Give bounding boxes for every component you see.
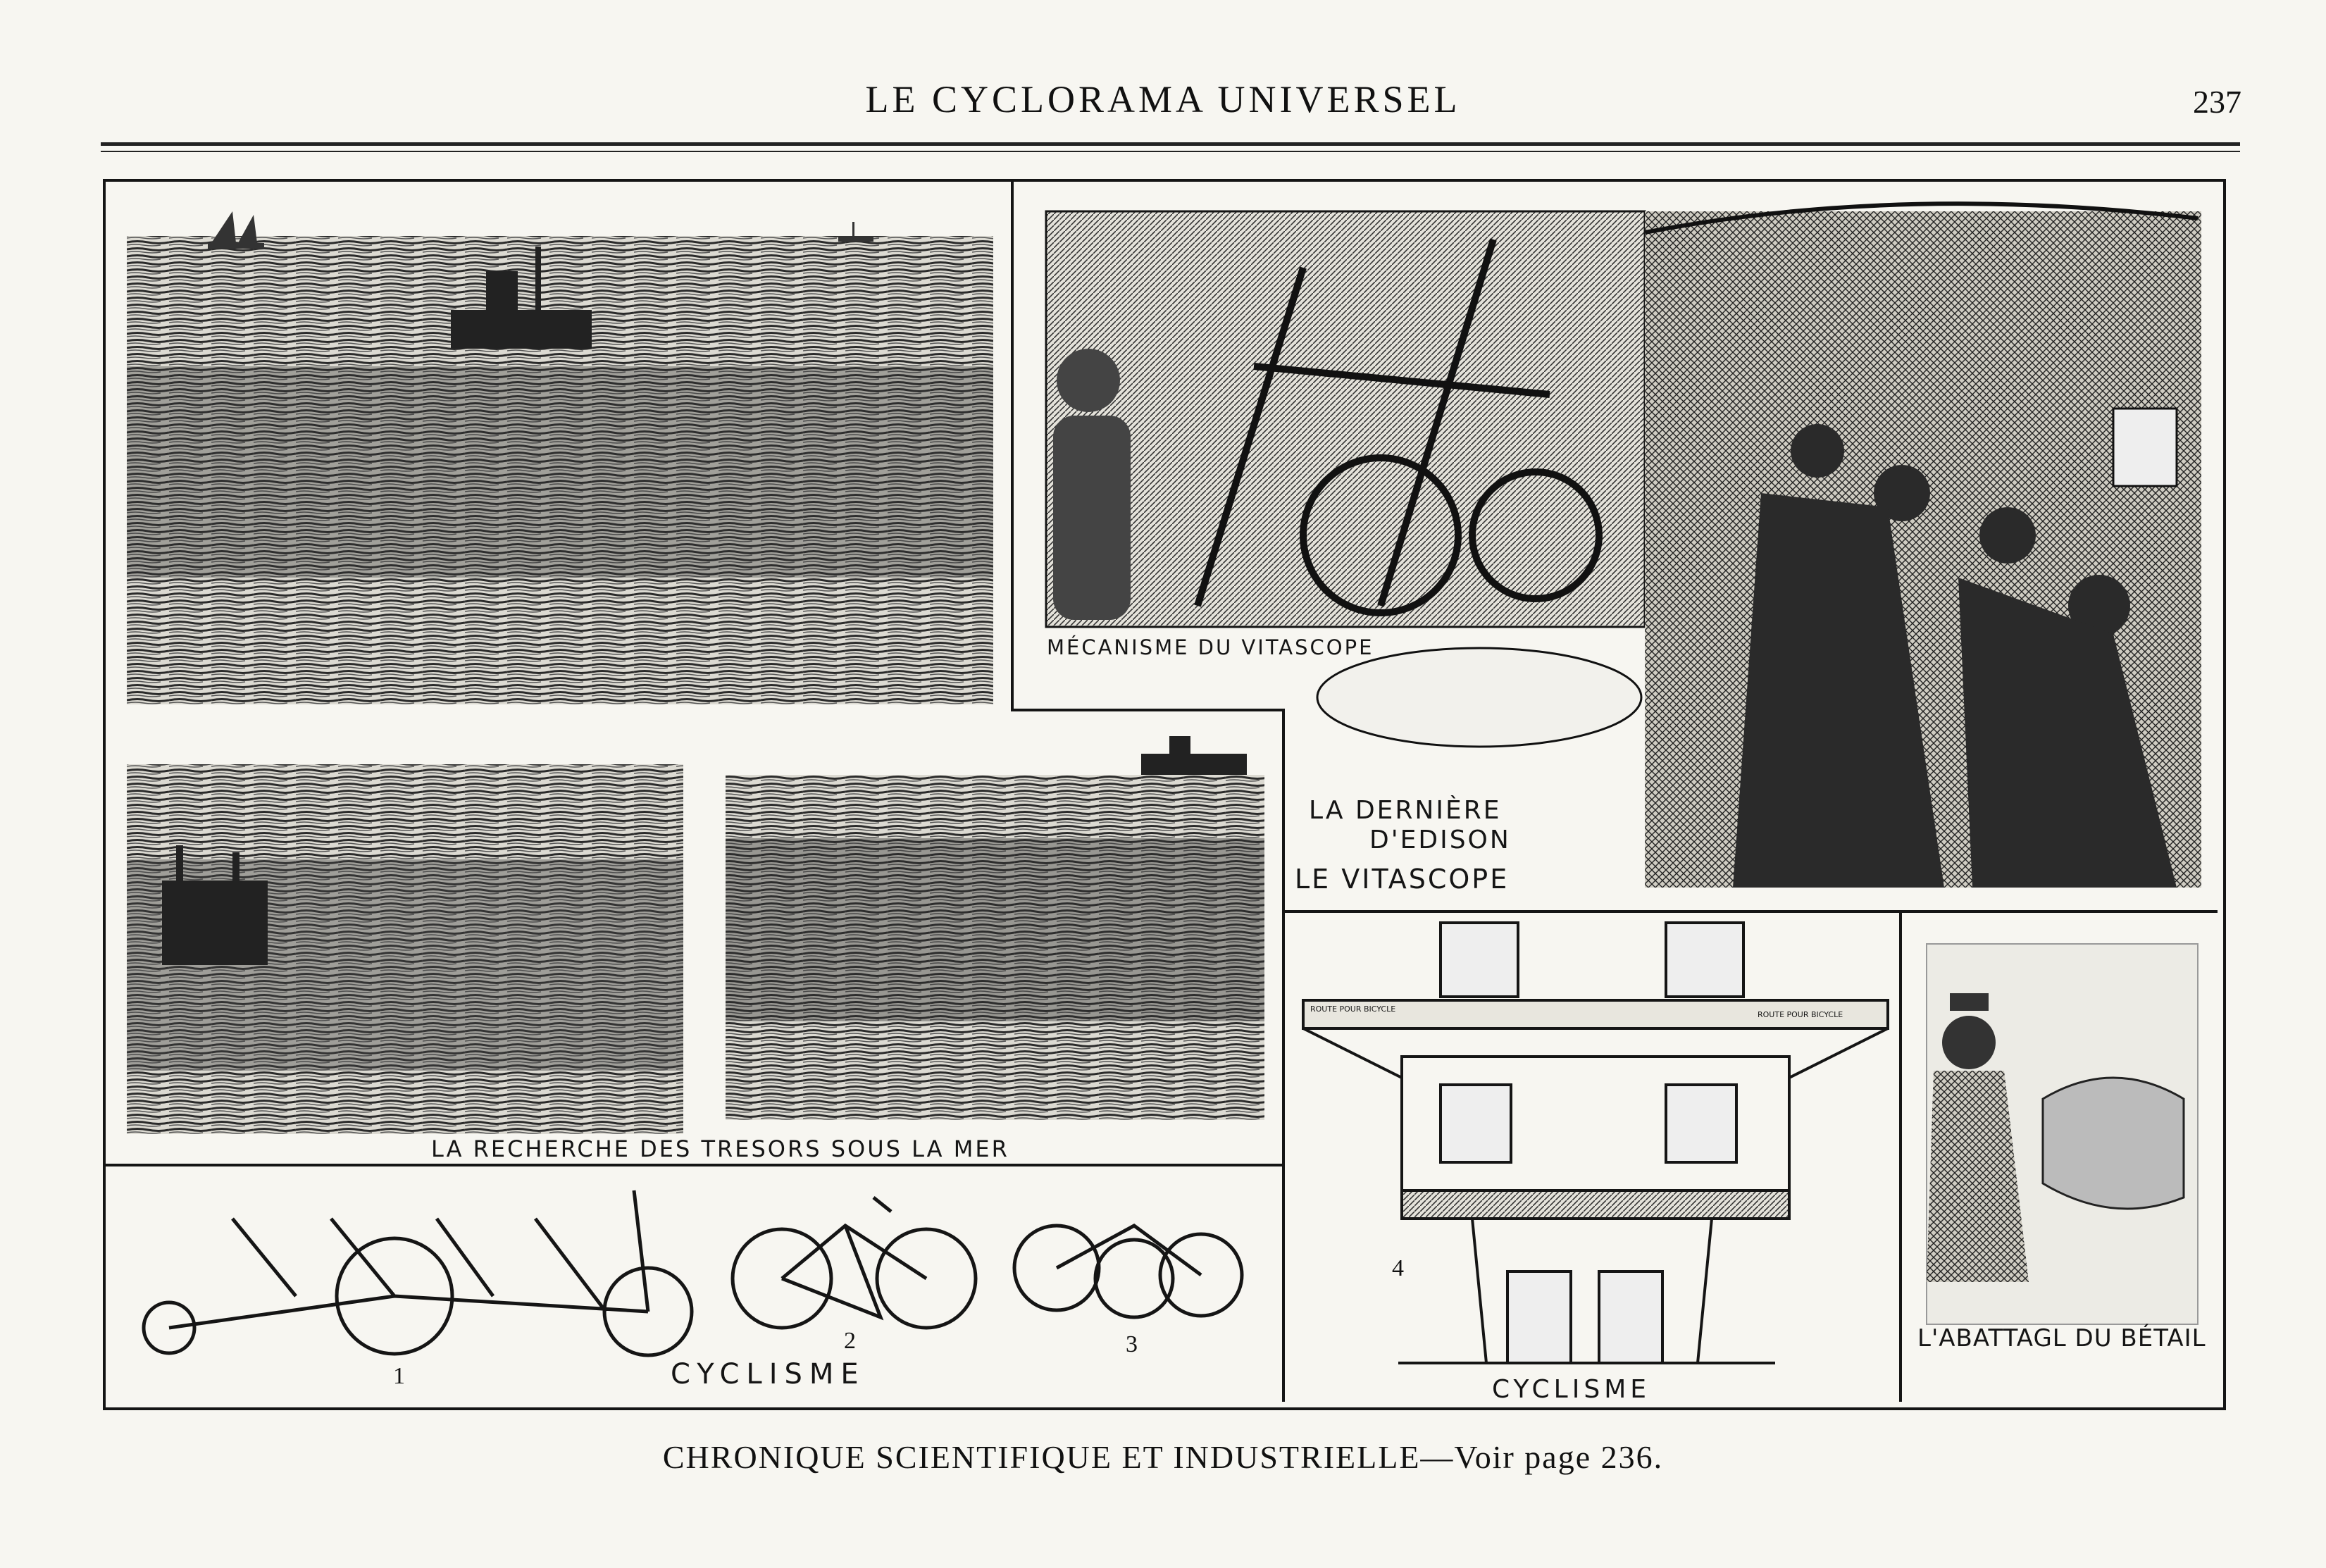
lower-deck (1402, 1190, 1789, 1219)
bicycle-label-1: 1 (393, 1363, 405, 1389)
caption-slaughter: L'ABATTAGL DU BÉTAIL (1917, 1324, 2206, 1352)
ground-car-right (1599, 1271, 1662, 1363)
slaughter-panel (1927, 944, 2198, 1324)
sailboat-icon (208, 211, 264, 249)
caption-vitascope-mechanism: MÉCANISME DU VITASCOPE (1047, 635, 1374, 659)
sign-route-left: ROUTE POUR BICYCLE (1310, 1004, 1396, 1014)
small-boat-icon (838, 222, 873, 242)
bicycle-label-3: 3 (1126, 1331, 1138, 1357)
sea-top-panel (127, 211, 993, 704)
treasure-search-panel (127, 736, 1264, 1134)
cycle-road-label-4: 4 (1392, 1255, 1404, 1281)
upper-car-right (1666, 923, 1743, 997)
caption-treasure-search: LA RECHERCHE DES TRESORS SOUS LA MER (431, 1135, 1009, 1162)
caption-vitascope-line1: LA DERNIÈRE (1309, 796, 1502, 825)
caption-cycling-right: CYCLISME (1492, 1375, 1650, 1404)
caption-vitascope-line2: D'EDISON (1369, 826, 1511, 854)
upper-car-left (1441, 923, 1518, 997)
vitascope-mechanism-panel (1046, 211, 1645, 627)
page-header-title: LE CYCLORAMA UNIVERSEL (865, 78, 1461, 120)
projection-screen (2113, 409, 2177, 486)
sign-route-right: ROUTE POUR BICYCLE (1758, 1010, 1843, 1019)
footer-caption: CHRONIQUE SCIENTIFIQUE ET INDUSTRIELLE—Voir page 236. (662, 1439, 1664, 1475)
ground-car-left (1507, 1271, 1571, 1363)
steamer-icon (1141, 736, 1247, 775)
bicycle-label-2: 2 (844, 1328, 856, 1354)
middle-car-left (1441, 1085, 1511, 1162)
caption-vitascope-title: LE VITASCOPE (1295, 864, 1510, 895)
caption-cycling-left: CYCLISME (671, 1358, 866, 1390)
page-number: 237 (2193, 84, 2241, 120)
middle-car-right (1666, 1085, 1736, 1162)
cycling-left-panel (144, 1190, 1242, 1355)
cattle-figure (2043, 1078, 2184, 1209)
table (1317, 648, 1641, 747)
cycling-right-panel (1303, 923, 1888, 1363)
